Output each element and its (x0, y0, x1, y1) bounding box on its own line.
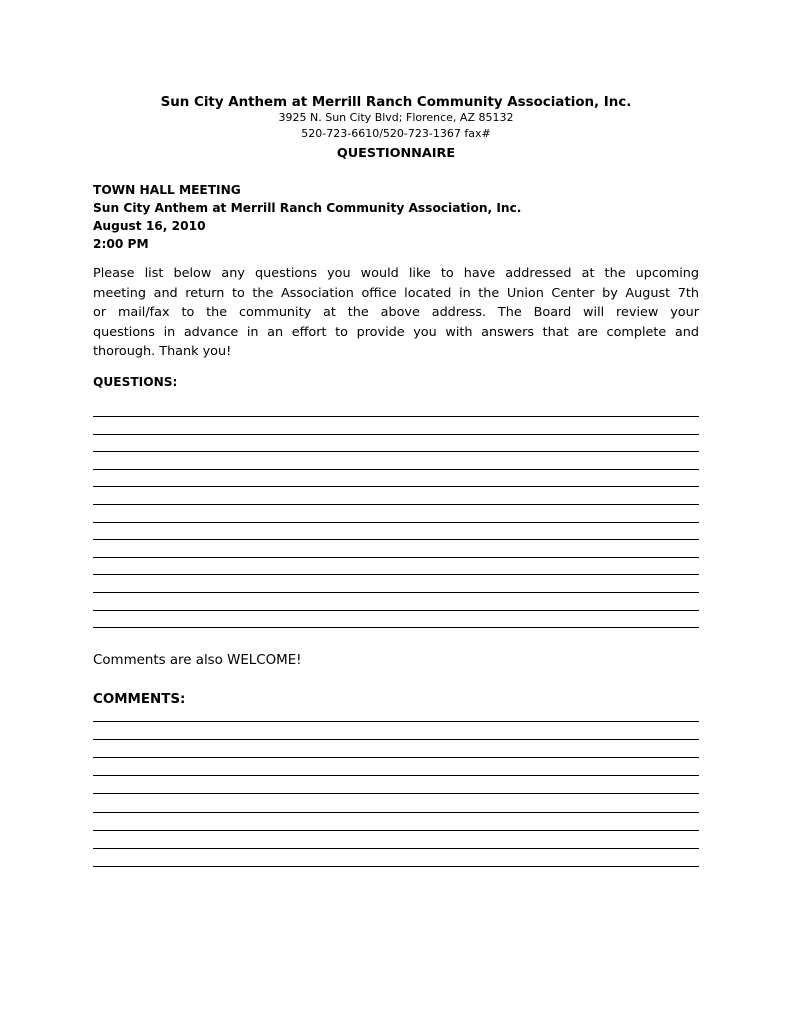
intro-line: or mail/fax to the community at the above address. The Board will review your (93, 305, 699, 320)
question-answer-line[interactable] (93, 416, 699, 417)
question-answer-line[interactable] (93, 451, 699, 452)
meeting-info (93, 181, 521, 253)
comments-answer-lines[interactable] (93, 721, 699, 868)
document-title: QUESTIONNAIRE (336, 146, 456, 161)
comment-answer-line[interactable] (93, 812, 699, 813)
organization-address: 3925 N. Sun City Blvd; Florence, AZ 85132 (278, 111, 514, 124)
question-answer-line[interactable] (93, 469, 699, 470)
intro-line: questions in advance in an effort to provide you with answers that are complete and (93, 324, 699, 340)
comment-answer-line[interactable] (93, 757, 699, 758)
question-answer-line[interactable] (93, 434, 699, 435)
question-answer-line[interactable] (93, 486, 699, 487)
organization-phone-fax: 520-723-6610/520-723-1367 fax# (301, 127, 491, 140)
intro-paragraph (93, 264, 699, 362)
question-answer-line[interactable] (93, 574, 699, 575)
questions-label: QUESTIONS: (93, 375, 178, 389)
comment-answer-line[interactable] (93, 721, 699, 722)
meeting-organization: Sun City Anthem at Merrill Ranch Community Association, Inc. (93, 201, 522, 215)
comments-welcome-text: Comments are also WELCOME! (93, 653, 302, 668)
comment-answer-line[interactable] (93, 866, 699, 867)
comment-answer-line[interactable] (93, 830, 699, 831)
intro-line: meeting and return to the Association office located in the Union Center by August 7th (93, 285, 699, 301)
comment-answer-line[interactable] (93, 848, 699, 849)
question-answer-line[interactable] (93, 522, 699, 523)
comment-answer-line[interactable] (93, 793, 699, 794)
comments-label: COMMENTS: (93, 692, 186, 707)
meeting-date: August 16, 2010 (93, 219, 206, 233)
meeting-name: TOWN HALL MEETING (93, 183, 241, 197)
intro-line: thorough. Thank you! (93, 344, 232, 359)
organization-title: Sun City Anthem at Merrill Ranch Community Association, Inc. (160, 95, 632, 110)
comment-answer-line[interactable] (93, 775, 699, 776)
meeting-time: 2:00 PM (93, 237, 149, 251)
question-answer-line[interactable] (93, 627, 699, 628)
question-answer-line[interactable] (93, 504, 699, 505)
questions-answer-lines[interactable] (93, 416, 699, 629)
question-answer-line[interactable] (93, 539, 699, 540)
intro-line: Please list below any questions you would like to have addressed at the upcoming (93, 266, 699, 281)
comment-answer-line[interactable] (93, 739, 699, 740)
question-answer-line[interactable] (93, 592, 699, 593)
question-answer-line[interactable] (93, 557, 699, 558)
question-answer-line[interactable] (93, 610, 699, 611)
